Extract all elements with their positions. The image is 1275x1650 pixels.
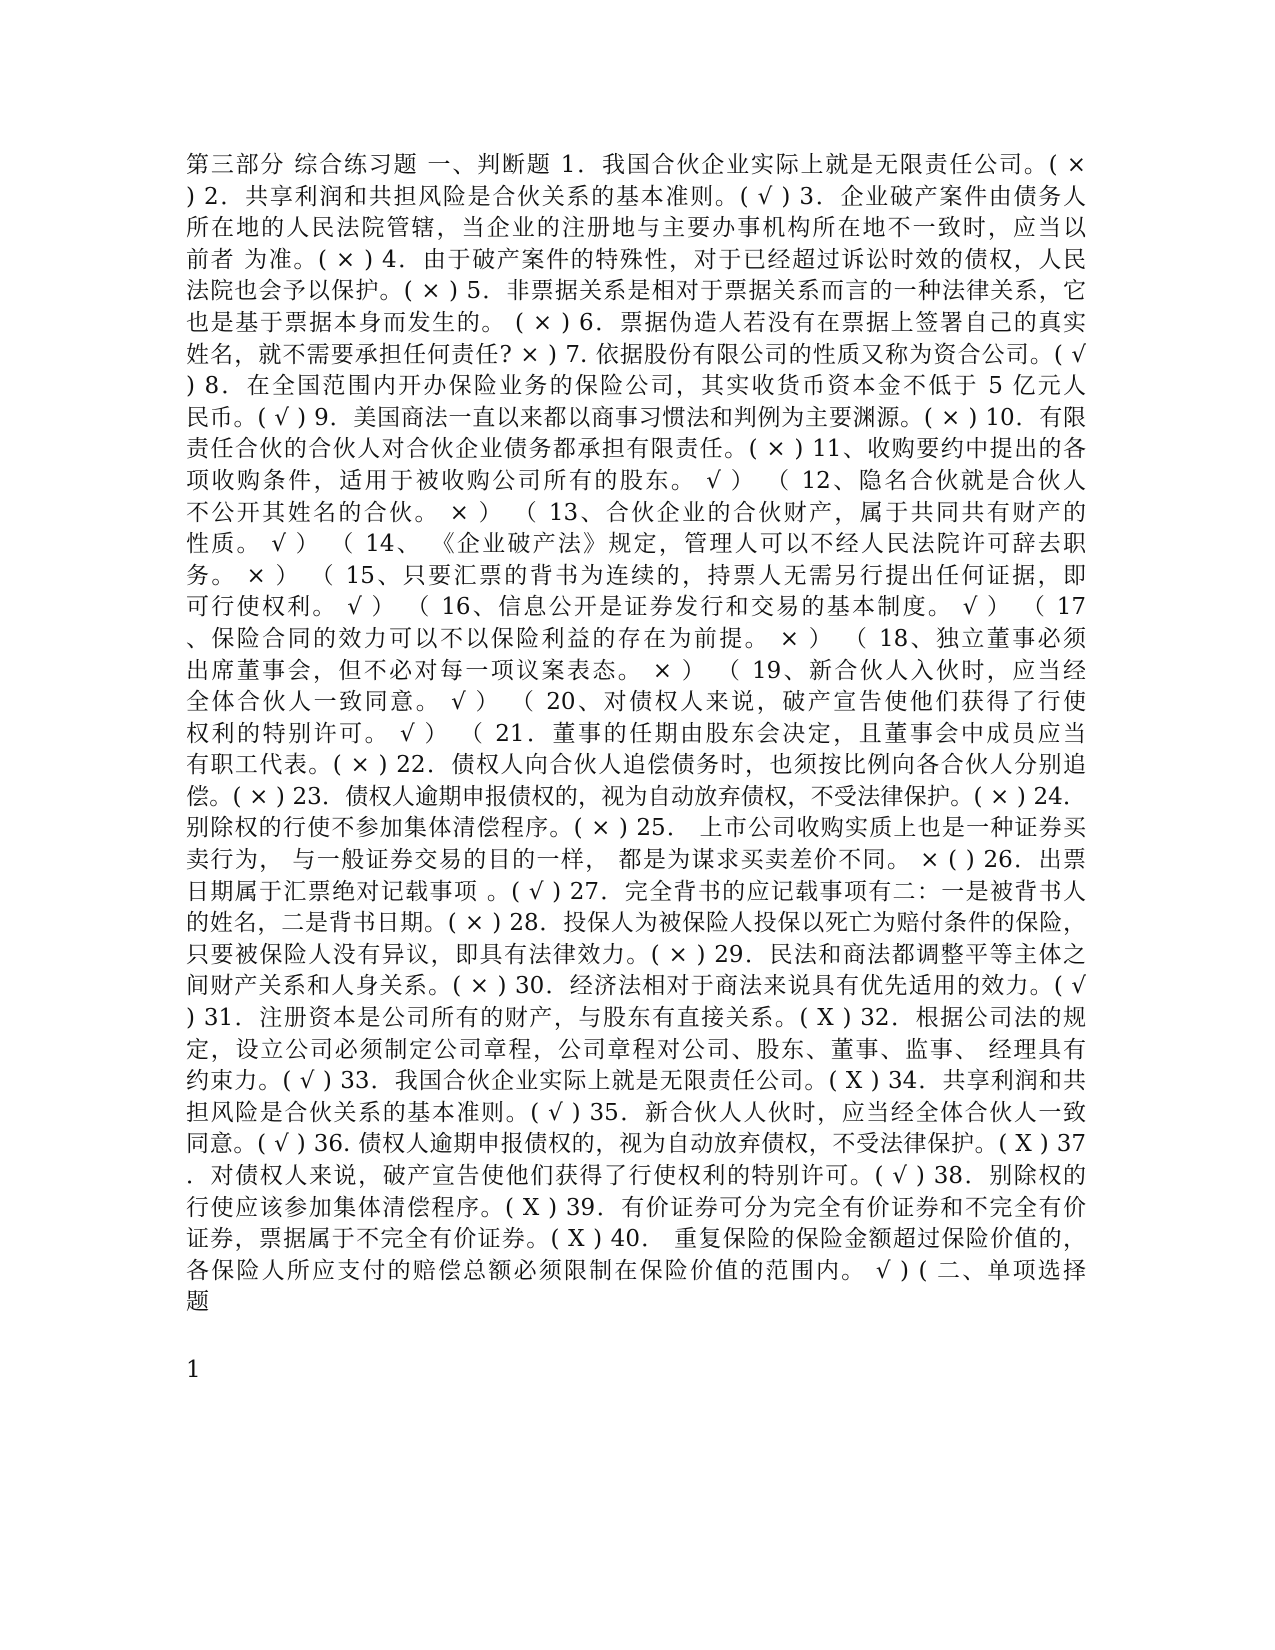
text-line: 也是基于票据本身而发生的。 ( × ) 6．票据伪造人若没有在票据上签署自己的真实	[186, 309, 1086, 336]
text-line: ) 8．在全国范围内开办保险业务的保险公司，其实收货币资本金不低于 5 亿元人	[186, 373, 1086, 400]
text-line: 约束力。( √ ) 33．我国合伙企业实际上就是无限责任公司。( X ) 34．共享利润和共	[186, 1068, 1086, 1095]
text-line: 证券，票据属于不完全有价证券。( X ) 40． 重复保险的保险金额超过保险价值的，	[186, 1226, 1086, 1253]
text-line: 定，设立公司必须制定公司章程，公司章程对公司、股东、董事、监事、 经理具有	[186, 1036, 1086, 1063]
text-line: 行使应该参加集体清偿程序。( X ) 39．有价证券可分为完全有价证券和不完全有价	[186, 1194, 1086, 1221]
text-line: 偿。( × ) 23．债权人逾期申报债权的，视为自动放弃债权，不受法律保护。( × ) 24．	[186, 783, 1086, 810]
text-line: 法院也会予以保护。( × ) 5．非票据关系是相对于票据关系而言的一种法律关系，它	[186, 278, 1086, 305]
text-line: ) 31．注册资本是公司所有的财产，与股东有直接关系。( X ) 32．根据公司法的规	[186, 1005, 1086, 1032]
text-line: 项收购条件，适用于被收购公司所有的股东。 √ ） （ 12、隐名合伙就是合伙人	[186, 467, 1086, 494]
body-text	[186, 150, 1086, 1319]
text-line: 责任合伙的合伙人对合伙企业债务都承担有限责任。( × ) 11、收购要约中提出的各	[186, 436, 1086, 463]
text-line: 担风险是合伙关系的基本准则。( √ ) 35．新合伙人人伙时，应当经全体合伙人一致	[186, 1099, 1086, 1126]
text-line: 不公开其姓名的合伙。 × ） （ 13、合伙企业的合伙财产，属于共同共有财产的	[186, 499, 1086, 526]
text-line: 同意。( √ ) 36. 债权人逾期申报债权的，视为自动放弃债权，不受法律保护。( X ) 37	[186, 1131, 1086, 1158]
text-line: 民币。( √ ) 9．美国商法一直以来都以商事习惯法和判例为主要渊源。( × ) 10．有限	[186, 404, 1086, 431]
text-line: 的姓名，二是背书日期。( × ) 28．投保人为被保险人投保以死亡为赔付条件的保险，	[186, 910, 1086, 937]
text-line: 间财产关系和人身关系。( × ) 30．经济法相对于商法来说具有优先适用的效力。( √	[186, 973, 1086, 1000]
text-line: 全体合伙人一致同意。 √ ） （ 20、对债权人来说，破产宣告使他们获得了行使	[186, 689, 1086, 716]
text-line: 各保险人所应支付的赔偿总额必须限制在保险价值的范围内。 √ ) ( 二、单项选择	[186, 1257, 1086, 1284]
text-line: 只要被保险人没有异议，即具有法律效力。( × ) 29．民法和商法都调整平等主体之	[186, 941, 1086, 968]
text-line: 性质。 √ ） （ 14、 《企业破产法》规定，管理人可以不经人民法院许可辞去职	[186, 531, 1086, 558]
text-line: 权利的特别许可。 √ ） （ 21．董事的任期由股东会决定，且董事会中成员应当	[186, 720, 1086, 747]
text-line: 姓名，就不需要承担任何责任? × ) 7. 依据股份有限公司的性质又称为资合公司。( √	[186, 341, 1086, 368]
text-line: 务。 × ） （ 15、只要汇票的背书为连续的，持票人无需另行提出任何证据，即	[186, 562, 1086, 589]
text-line: 出席董事会，但不必对每一项议案表态。 × ） （ 19、新合伙人入伙时，应当经	[186, 657, 1086, 684]
text-line: 第三部分 综合练习题 一、判断题 1．我国合伙企业实际上就是无限责任公司。( ×	[186, 152, 1086, 178]
text-line: ) 2．共享利润和共担风险是合伙关系的基本准则。( √ ) 3．企业破产案件由债务人	[186, 183, 1086, 210]
text-line: 前者 为准。( × ) 4．由于破产案件的特殊性，对于已经超过诉讼时效的债权，人民	[186, 246, 1086, 273]
page-number: 1	[186, 1357, 201, 1383]
text-line: 日期属于汇票绝对记载事项 。( √ ) 27．完全背书的应记载事项有二：一是被背书人	[186, 878, 1086, 905]
text-line: 别除权的行使不参加集体清偿程序。( × ) 25． 上市公司收购实质上也是一种证券买	[186, 815, 1086, 842]
text-line: 有职工代表。( × ) 22．债权人向合伙人追偿债务时，也须按比例向各合伙人分别追	[186, 752, 1086, 779]
text-line: 卖行为， 与一般证券交易的目的一样， 都是为谋求买卖差价不同。 × ( ) 26．出票	[186, 847, 1086, 874]
text-line: 所在地的人民法院管辖，当企业的注册地与主要办事机构所在地不一致时，应当以	[186, 215, 1086, 242]
text-line: ．对债权人来说，破产宣告使他们获得了行使权利的特别许可。( √ ) 38．别除权的	[186, 1163, 1086, 1189]
text-line: 、保险合同的效力可以不以保险利益的存在为前提。 × ） （ 18、独立董事必须	[186, 625, 1086, 652]
text-line: 题	[186, 1289, 209, 1316]
text-line: 可行使权利。 √ ） （ 16、信息公开是证券发行和交易的基本制度。 √ ） （ 17	[186, 594, 1086, 621]
